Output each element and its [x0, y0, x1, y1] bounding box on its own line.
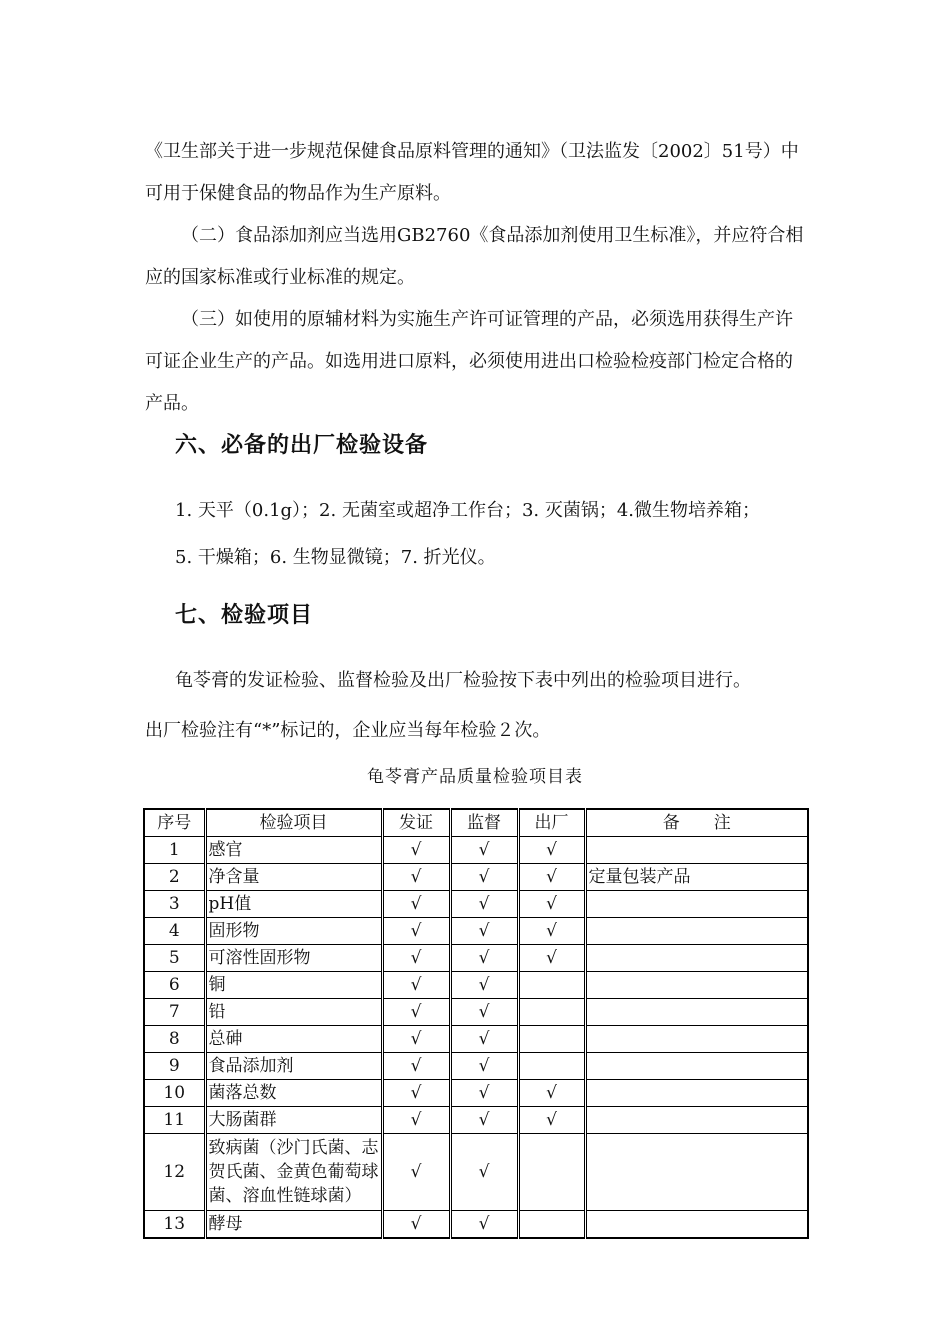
header-cert: 发证 — [382, 809, 450, 837]
table-row — [144, 1107, 808, 1134]
cell-factory: √ — [518, 891, 585, 918]
cell-supervise: √ — [450, 864, 518, 891]
cell-cert: √ — [382, 1053, 450, 1080]
cell-cert: √ — [382, 1026, 450, 1053]
cell-note — [585, 945, 808, 972]
table-row — [144, 1053, 808, 1080]
inspection-items-table — [143, 808, 809, 1239]
cell-cert: √ — [382, 1211, 450, 1239]
table-row — [144, 891, 808, 918]
paragraph-food-additives: （二）食品添加剂应当选用GB2760《食品添加剂使用卫生标准》，并应符合相应的国家标准或行业标准的规定。 — [145, 225, 804, 288]
paragraph-raw-material-notice: 《卫生部关于进一步规范保健食品原料管理的通知》（卫法监发〔2002〕51号）中可用于保健食品的物品作为生产原料。 — [145, 141, 799, 204]
cell-factory: √ — [518, 1107, 585, 1134]
cell-cert: √ — [382, 945, 450, 972]
cell-item: 铅 — [205, 999, 382, 1026]
cell-cert: √ — [382, 1134, 450, 1211]
cell-factory — [518, 1211, 585, 1239]
cell-item: 感官 — [205, 837, 382, 864]
cell-factory — [518, 999, 585, 1026]
cell-note — [585, 972, 808, 999]
cell-note — [585, 1211, 808, 1239]
cell-item: 可溶性固形物 — [205, 945, 382, 972]
cell-cert: √ — [382, 1080, 450, 1107]
table-row — [144, 999, 808, 1026]
cell-note — [585, 1026, 808, 1053]
cell-cert: √ — [382, 972, 450, 999]
cell-factory: √ — [518, 918, 585, 945]
header-supervise: 监督 — [450, 809, 518, 837]
section-heading-inspection-items: 七、检验项目 — [175, 603, 314, 628]
table-row — [144, 837, 808, 864]
cell-item: 大肠菌群 — [205, 1107, 382, 1134]
cell-supervise: √ — [450, 1080, 518, 1107]
cell-supervise: √ — [450, 1107, 518, 1134]
table-row — [144, 1134, 808, 1211]
cell-factory: √ — [518, 945, 585, 972]
cell-note — [585, 1107, 808, 1134]
cell-no: 13 — [144, 1211, 205, 1239]
cell-note — [585, 891, 808, 918]
cell-no: 5 — [144, 945, 205, 972]
cell-factory: √ — [518, 1080, 585, 1107]
cell-item: 固形物 — [205, 918, 382, 945]
cell-factory: √ — [518, 837, 585, 864]
cell-supervise: √ — [450, 918, 518, 945]
cell-item: 总砷 — [205, 1026, 382, 1053]
header-note: 备 注 — [585, 809, 808, 837]
cell-item: 食品添加剂 — [205, 1053, 382, 1080]
table-row — [144, 918, 808, 945]
table-row — [144, 1211, 808, 1239]
cell-factory: √ — [518, 864, 585, 891]
cell-factory — [518, 972, 585, 999]
cell-supervise: √ — [450, 1053, 518, 1080]
table-row — [144, 945, 808, 972]
cell-factory — [518, 1053, 585, 1080]
cell-supervise: √ — [450, 1211, 518, 1239]
cell-supervise: √ — [450, 1026, 518, 1053]
cell-supervise: √ — [450, 972, 518, 999]
section-heading-equipment: 六、必备的出厂检验设备 — [175, 433, 429, 458]
cell-cert: √ — [382, 891, 450, 918]
equipment-list-line-1: 1. 天平（0.1g）；2. 无菌室或超净工作台；3. 灭菌锅；4.微生物培养箱； — [175, 500, 761, 521]
table-header-row — [144, 809, 808, 837]
cell-no: 6 — [144, 972, 205, 999]
cell-item: 菌落总数 — [205, 1080, 382, 1107]
cell-no: 3 — [144, 891, 205, 918]
cell-note — [585, 1134, 808, 1211]
cell-item: 酵母 — [205, 1211, 382, 1239]
table-row — [144, 864, 808, 891]
cell-no: 10 — [144, 1080, 205, 1107]
cell-item: 铜 — [205, 972, 382, 999]
cell-note — [585, 1080, 808, 1107]
cell-no: 11 — [144, 1107, 205, 1134]
table-row — [144, 1026, 808, 1053]
cell-factory — [518, 1026, 585, 1053]
inspection-intro-line-2: 出厂检验注有“*”标记的，企业应当每年检验２次。 — [145, 720, 551, 741]
cell-no: 12 — [144, 1134, 205, 1211]
cell-item: 净含量 — [205, 864, 382, 891]
cell-cert: √ — [382, 999, 450, 1026]
cell-cert: √ — [382, 837, 450, 864]
cell-cert: √ — [382, 918, 450, 945]
cell-no: 1 — [144, 837, 205, 864]
header-item: 检验项目 — [205, 809, 382, 837]
cell-supervise: √ — [450, 1134, 518, 1211]
cell-note: 定量包装产品 — [585, 864, 808, 891]
table-caption: 龟苓膏产品质量检验项目表 — [367, 767, 583, 787]
cell-item: 致病菌（沙门氏菌、志贺氏菌、金黄色葡萄球菌、溶血性链球菌） — [205, 1134, 382, 1211]
cell-note — [585, 999, 808, 1026]
cell-cert: √ — [382, 864, 450, 891]
cell-cert: √ — [382, 1107, 450, 1134]
cell-supervise: √ — [450, 945, 518, 972]
cell-supervise: √ — [450, 891, 518, 918]
cell-supervise: √ — [450, 837, 518, 864]
cell-note — [585, 918, 808, 945]
cell-no: 4 — [144, 918, 205, 945]
cell-item: pH值 — [205, 891, 382, 918]
header-no: 序号 — [144, 809, 205, 837]
cell-no: 9 — [144, 1053, 205, 1080]
cell-factory — [518, 1134, 585, 1211]
cell-note — [585, 837, 808, 864]
table-row — [144, 1080, 808, 1107]
cell-supervise: √ — [450, 999, 518, 1026]
cell-note — [585, 1053, 808, 1080]
equipment-list-line-2: 5. 干燥箱；6. 生物显微镜；7. 折光仪。 — [175, 547, 496, 568]
paragraph-licensed-materials: （三）如使用的原辅材料为实施生产许可证管理的产品，必须选用获得生产许可证企业生产的产品。如选用进口原料，必须使用进出口检验检疫部门检定合格的产品。 — [145, 309, 793, 414]
cell-no: 2 — [144, 864, 205, 891]
cell-no: 8 — [144, 1026, 205, 1053]
cell-no: 7 — [144, 999, 205, 1026]
table-row — [144, 972, 808, 999]
inspection-intro-line-1: 龟苓膏的发证检验、监督检验及出厂检验按下表中列出的检验项目进行。 — [175, 670, 751, 691]
header-factory: 出厂 — [518, 809, 585, 837]
